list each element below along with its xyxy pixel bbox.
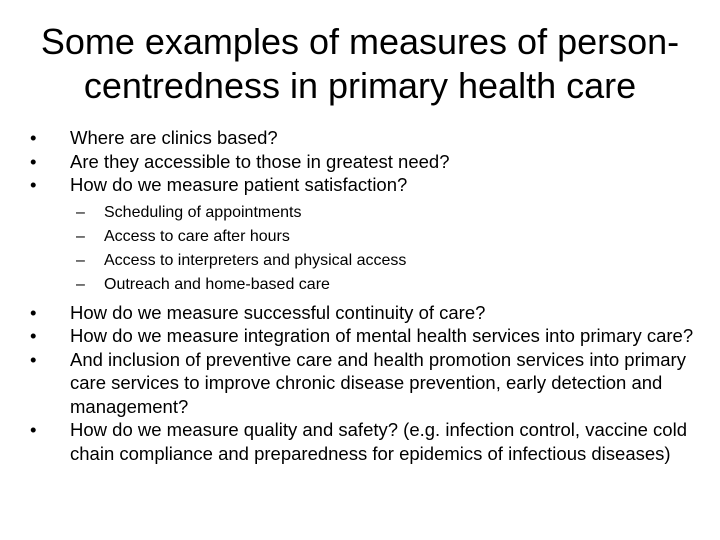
bullet-item <box>30 126 700 150</box>
bullet-item <box>30 324 700 348</box>
dash-marker: – <box>76 203 85 221</box>
bullet-item <box>30 301 700 325</box>
sub-bullet-list <box>30 201 700 297</box>
sub-bullet-item <box>30 249 700 273</box>
bullet-item <box>30 150 700 174</box>
bullet-item <box>30 418 700 465</box>
bullet-text: Where are clinics based? <box>70 127 278 148</box>
dash-marker: – <box>76 251 85 269</box>
bullet-list <box>30 126 700 197</box>
sub-bullet-item <box>30 201 700 225</box>
bullet-marker: • <box>30 325 37 346</box>
sub-bullet-text: Access to interpreters and physical access <box>104 251 407 269</box>
bullet-marker: • <box>30 174 37 195</box>
bullet-text: And inclusion of preventive care and health promotion services into primary care services to improve chronic disease prevention, early detection and management? <box>70 348 686 417</box>
bullet-item <box>30 348 700 419</box>
bullet-list <box>30 301 700 466</box>
bullet-marker: • <box>30 419 37 440</box>
bullet-text: How do we measure quality and safety? (e.g. infection control, vaccine cold chain compliance and preparedness for epidemics of infectious diseases) <box>70 419 687 464</box>
sub-bullet-text: Outreach and home-based care <box>104 275 330 293</box>
bullet-text: How do we measure successful continuity of care? <box>70 301 486 323</box>
sub-bullet-text: Scheduling of appointments <box>104 203 302 221</box>
bullet-text: Are they accessible to those in greatest need? <box>70 150 450 172</box>
bullet-marker: • <box>30 301 37 323</box>
bullet-text: How do we measure integration of mental health services into primary care? <box>70 325 694 346</box>
slide-title-line-2: centredness in primary health care <box>83 65 637 106</box>
sub-bullet-text: Access to care after hours <box>104 227 290 245</box>
bullet-marker: • <box>30 150 37 172</box>
sub-bullet-item <box>30 273 700 297</box>
slide-body <box>30 126 700 465</box>
bullet-marker: • <box>30 348 37 370</box>
bullet-text: How do we measure patient satisfaction? <box>70 174 408 195</box>
slide-title <box>20 20 700 108</box>
sub-bullet-item <box>30 225 700 249</box>
dash-marker: – <box>76 227 85 245</box>
slide-title-line-1: Some examples of measures of person- <box>40 21 680 62</box>
dash-marker: – <box>76 275 85 293</box>
bullet-marker: • <box>30 127 37 148</box>
bullet-item <box>30 173 700 197</box>
